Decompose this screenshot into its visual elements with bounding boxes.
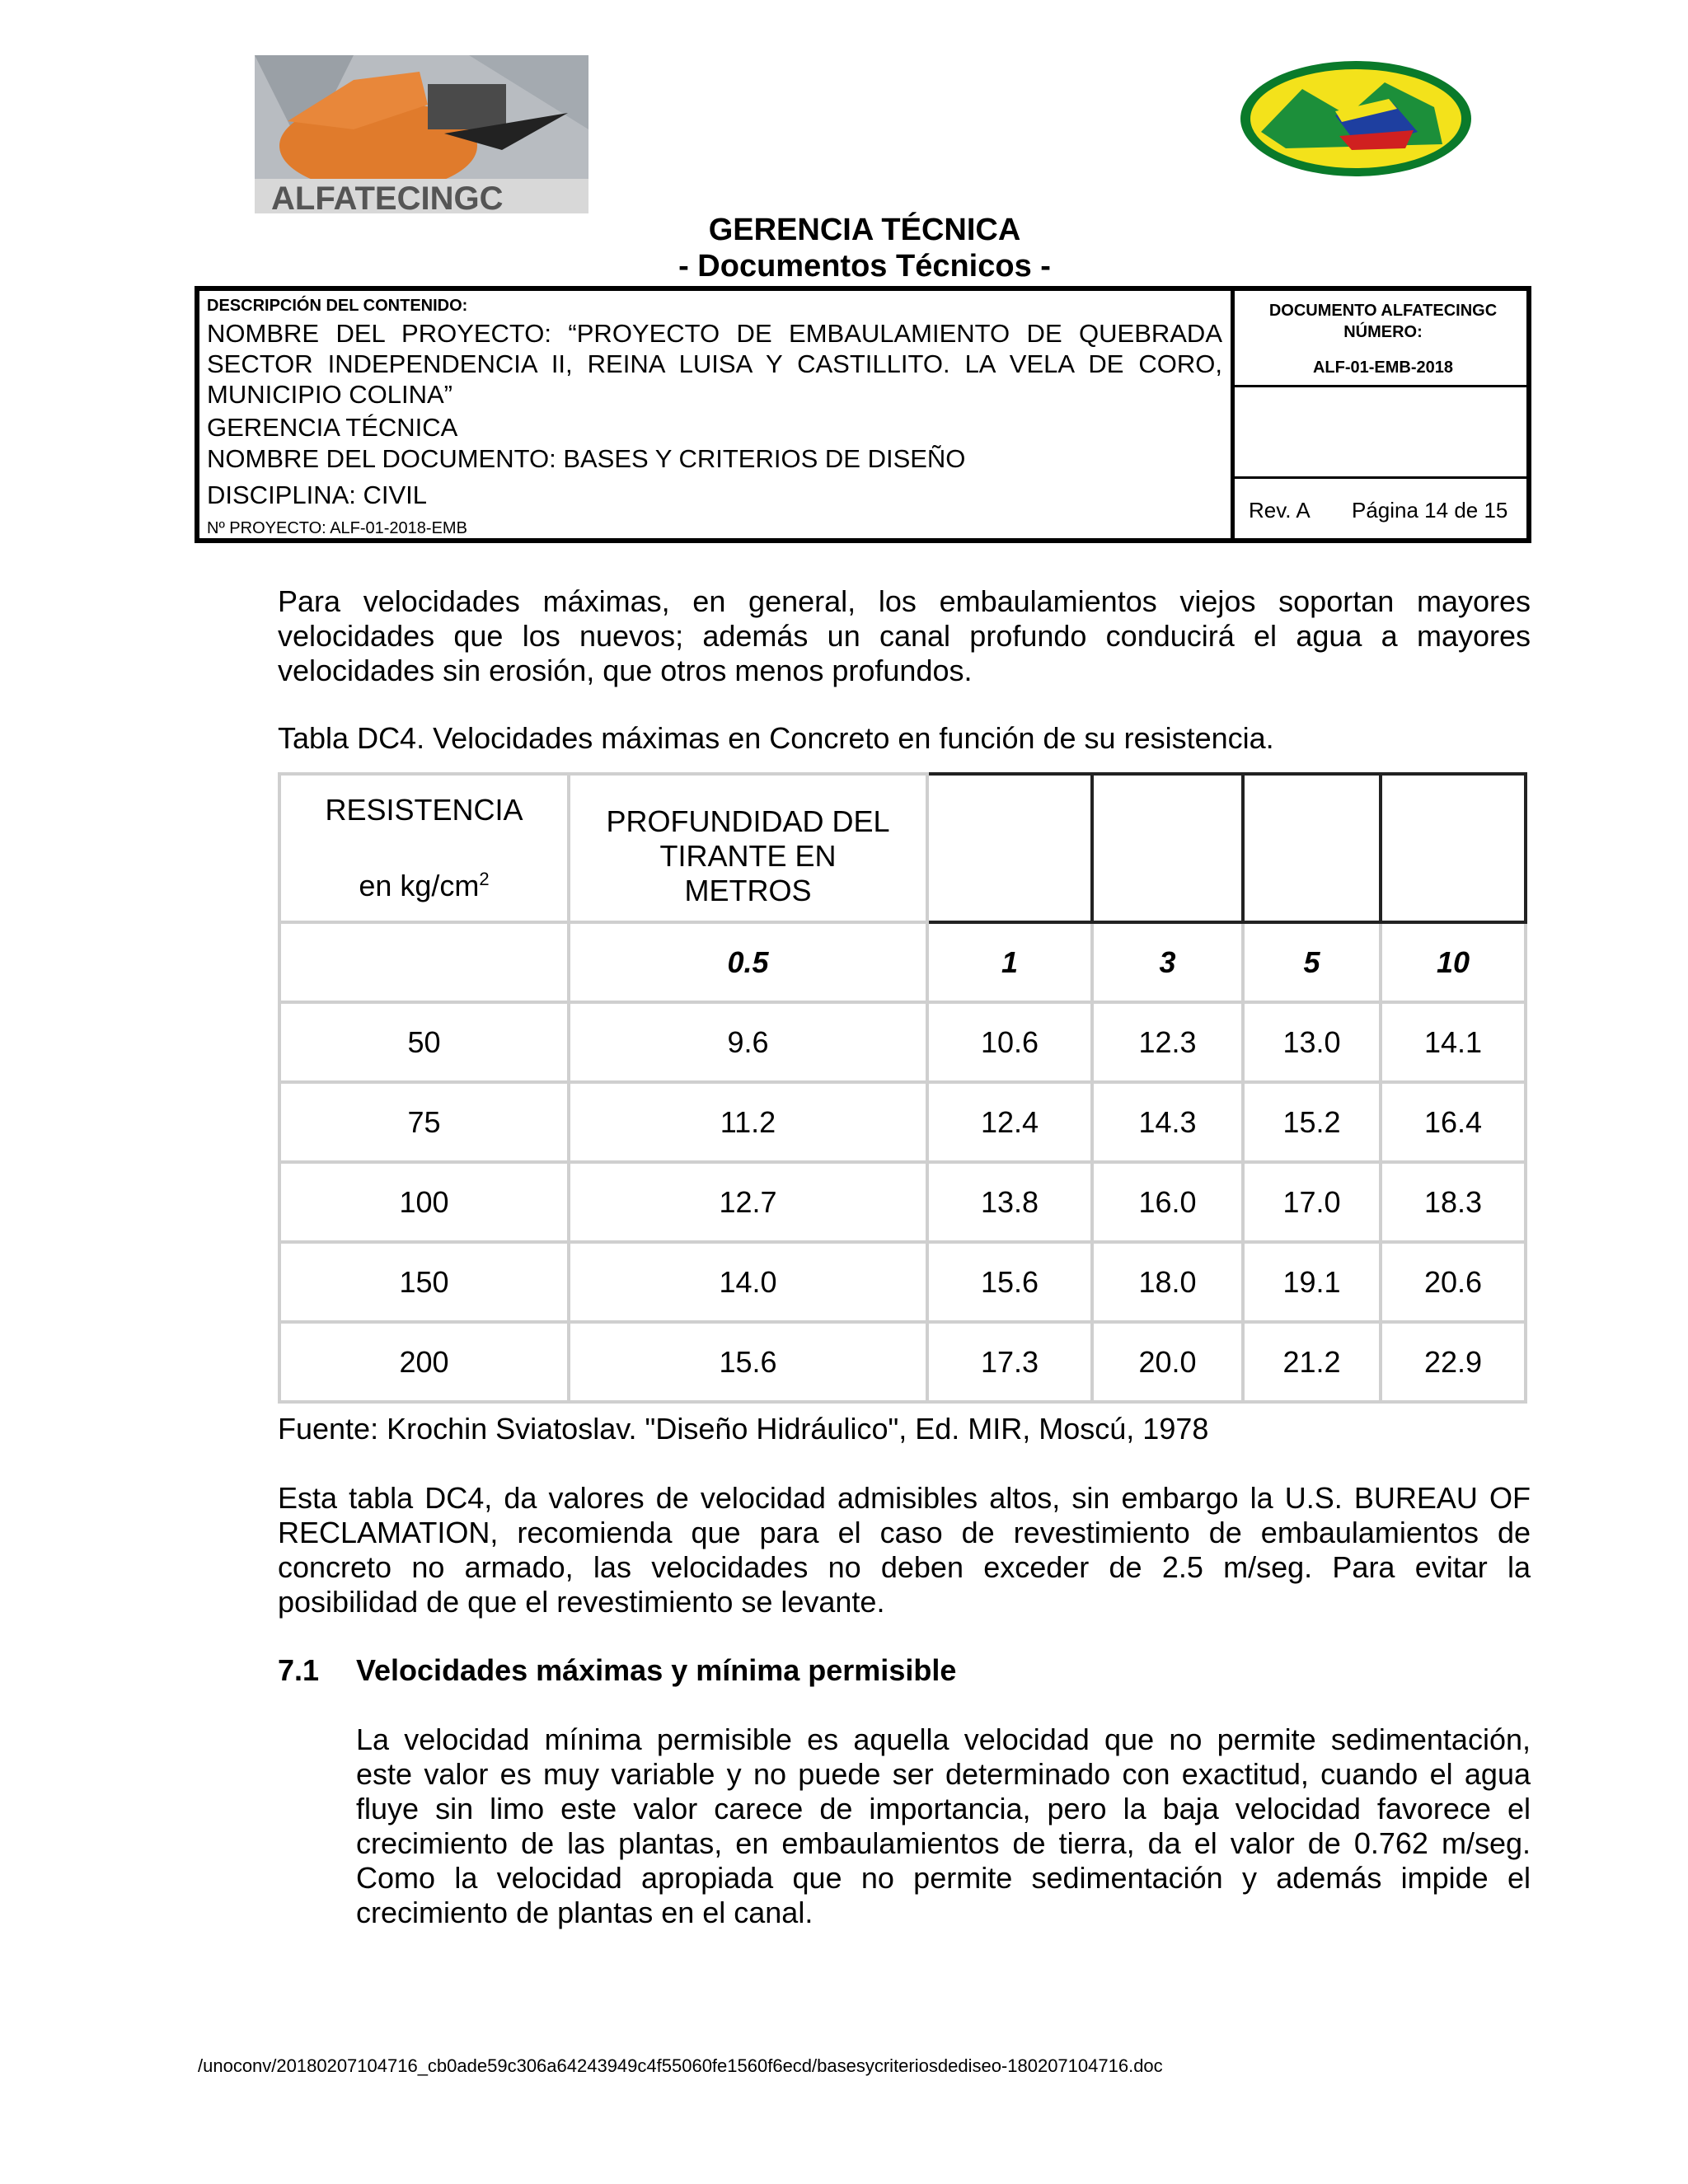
velocity-value: 13.8 bbox=[927, 1162, 1092, 1242]
velocity-value: 15.6 bbox=[569, 1322, 927, 1402]
content-description-label: DESCRIPCIÓN DEL CONTENIDO: bbox=[207, 297, 468, 315]
management-name: GERENCIA TÉCNICA bbox=[207, 413, 458, 442]
footer-file-path: /unoconv/20180207104716_cb0ade59c306a64243949c4f55060fe1560f6ecd/basesycriteriosdediseo-180207104716.doc bbox=[198, 2055, 1163, 2076]
velocity-value: 18.0 bbox=[1092, 1242, 1243, 1322]
resistance-value: 100 bbox=[279, 1162, 569, 1242]
section-number: 7.1 bbox=[278, 1653, 320, 1687]
header-resistance: RESISTENCIA en $kg/cm^2$ bbox=[279, 774, 569, 922]
velocity-value: 16.0 bbox=[1092, 1162, 1243, 1242]
velocity-value: 18.3 bbox=[1381, 1162, 1526, 1242]
velocity-value: 17.3 bbox=[927, 1322, 1092, 1402]
discipline: DISCIPLINA: CIVIL bbox=[207, 480, 428, 509]
velocity-value: 22.9 bbox=[1381, 1322, 1526, 1402]
depth-value: 1 bbox=[927, 922, 1092, 1002]
velocity-value: 14.3 bbox=[1092, 1082, 1243, 1162]
section-title: Velocidades máximas y mínima permisible bbox=[356, 1653, 957, 1687]
header-divider bbox=[1235, 476, 1531, 479]
velocity-value: 10.6 bbox=[927, 1002, 1092, 1082]
velocity-value: 12.3 bbox=[1092, 1002, 1243, 1082]
depth-value: 3 bbox=[1092, 922, 1243, 1002]
velocity-value: 11.2 bbox=[569, 1082, 927, 1162]
depth-value: 5 bbox=[1243, 922, 1381, 1002]
velocity-value: 16.4 bbox=[1381, 1082, 1526, 1162]
project-name: NOMBRE DEL PROYECTO: “PROYECTO DE EMBAULAMIENTO DE QUEBRADA SECTOR INDEPENDENCIA II, REINA LUISA Y CASTILLITO. LA VELA DE CORO, MUNICIPIO COLINA” bbox=[207, 319, 1222, 409]
velocity-value: 15.2 bbox=[1243, 1082, 1381, 1162]
document-name: NOMBRE DEL DOCUMENTO: BASES Y CRITERIOS DE DISEÑO bbox=[207, 444, 966, 473]
page-title: GERENCIA TÉCNICA bbox=[708, 213, 1021, 247]
depth-row bbox=[279, 922, 1526, 1002]
velocity-value: 19.1 bbox=[1243, 1242, 1381, 1322]
velocity-value: 20.0 bbox=[1092, 1322, 1243, 1402]
resistance-value: 75 bbox=[279, 1082, 569, 1162]
revision: Rev. A bbox=[1249, 498, 1311, 523]
page-subtitle: - Documentos Técnicos - bbox=[678, 249, 1051, 284]
velocity-value: 12.7 bbox=[569, 1162, 927, 1242]
paragraph-minimum-velocity: La velocidad mínima permisible es aquella velocidad que no permite sedimentación, este valor es muy variable y no puede ser determinado con exactitud, cuando el agua fluye sin limo este valor carece de importancia, pero la baja velocidad favorece el crecimiento de las plantas, en embaulamientos de tierra, da el valor de 0.762 m/seg. Como la velocidad apropiada que no permite sedimentación y además impide el crecimiento de plantas en el canal. bbox=[356, 1722, 1531, 1929]
velocity-table bbox=[278, 772, 1527, 1404]
page-number: Página 14 de 15 bbox=[1352, 498, 1508, 523]
velocity-value: 12.4 bbox=[927, 1082, 1092, 1162]
table-header-row bbox=[279, 774, 1526, 922]
paragraph-bureau: Esta tabla DC4, da valores de velocidad admisibles altos, sin embargo la U.S. BUREAU OF RECLAMATION, recomienda que para el caso de revestimiento de embaulamientos de concreto no armado, las velocidades no deben exceder de 2.5 m/seg. Para evitar la posibilidad de que el revestimiento se levante. bbox=[278, 1481, 1531, 1619]
depth-value: 0.5 bbox=[569, 922, 927, 1002]
depth-row-empty bbox=[279, 922, 569, 1002]
header-empty-cell bbox=[927, 774, 1092, 922]
velocity-value: 17.0 bbox=[1243, 1162, 1381, 1242]
depth-value: 10 bbox=[1381, 922, 1526, 1002]
table-caption: Tabla DC4. Velocidades máximas en Concreto en función de su resistencia. bbox=[278, 721, 1274, 755]
table-row bbox=[279, 1002, 1526, 1082]
table-row bbox=[279, 1322, 1526, 1402]
velocity-value: 14.1 bbox=[1381, 1002, 1526, 1082]
header-empty-cell bbox=[1381, 774, 1526, 922]
resistance-value: 200 bbox=[279, 1322, 569, 1402]
organization-emblem-logo bbox=[1236, 58, 1475, 180]
resistance-value: 50 bbox=[279, 1002, 569, 1082]
document-number: ALF-01-EMB-2018 bbox=[1312, 359, 1454, 377]
alfatecingc-logo bbox=[255, 55, 588, 213]
table-row bbox=[279, 1082, 1526, 1162]
header-empty-cell bbox=[1243, 774, 1381, 922]
alfatecingc-logo-graphic bbox=[255, 55, 588, 213]
velocity-value: 9.6 bbox=[569, 1002, 927, 1082]
velocity-value: 20.6 bbox=[1381, 1242, 1526, 1322]
svg-text:ALFATECINGC: ALFATECINGC bbox=[271, 180, 504, 213]
velocity-value: 14.0 bbox=[569, 1242, 927, 1322]
table-source: Fuente: Krochin Sviatoslav. "Diseño Hidráulico", Ed. MIR, Moscú, 1978 bbox=[278, 1412, 1209, 1446]
resistance-value: 150 bbox=[279, 1242, 569, 1322]
header-divider bbox=[1235, 385, 1531, 387]
velocity-value: 13.0 bbox=[1243, 1002, 1381, 1082]
document-number-label: DOCUMENTO ALFATECINGC NÚMERO: bbox=[1268, 302, 1498, 341]
paragraph-velocities: Para velocidades máximas, en general, los embaulamientos viejos soportan mayores velocidades que los nuevos; además un canal profundo conducirá el agua a mayores velocidades sin erosión, que otros menos profundos. bbox=[278, 584, 1531, 687]
header-depth: PROFUNDIDAD DEL TIRANTE EN METROS bbox=[569, 774, 927, 922]
velocity-value: 15.6 bbox=[927, 1242, 1092, 1322]
table-row bbox=[279, 1242, 1526, 1322]
velocity-value: 21.2 bbox=[1243, 1322, 1381, 1402]
table-row bbox=[279, 1162, 1526, 1242]
project-number: Nº PROYECTO: ALF-01-2018-EMB bbox=[207, 519, 467, 537]
header-empty-cell bbox=[1092, 774, 1243, 922]
